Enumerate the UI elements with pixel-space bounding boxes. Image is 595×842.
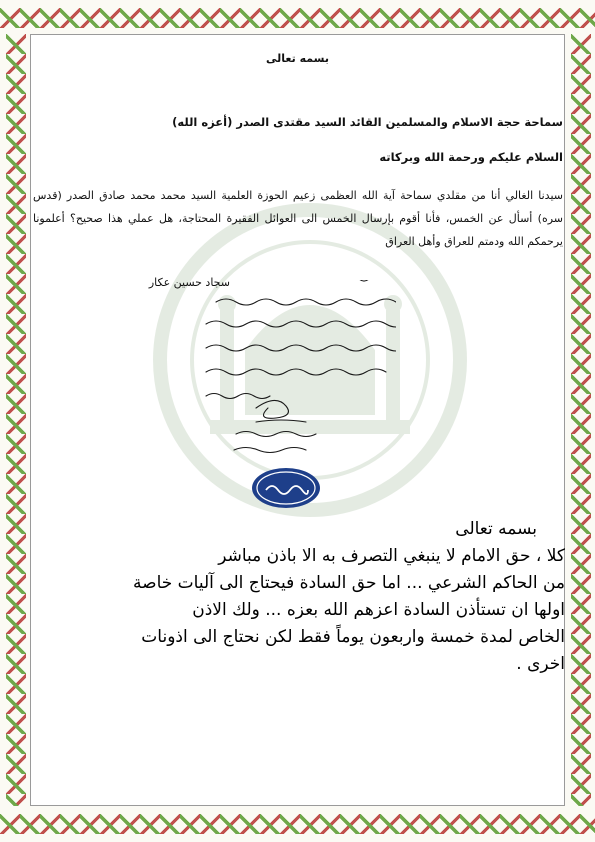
answer-body	[25, 543, 565, 678]
decorative-border-right	[565, 34, 595, 806]
answer-line: الخاص لمدة خمسة واربعون يوماً فقط لكن نحتاج الى اذونات	[141, 627, 565, 647]
letter-addressee: سماحة حجة الاسلام والمسلمين القائد السيد مقتدى الصدر (أعزه الله)	[172, 115, 563, 129]
letter-greeting: السلام عليكم ورحمة الله وبركاته	[379, 150, 563, 164]
decorative-border-bottom	[0, 806, 595, 842]
header-basmala: بسمه تعالى	[266, 52, 329, 65]
answer-line: من الحاكم الشرعي ... اما حق السادة فيحتاج الى آليات خاصة	[133, 573, 565, 593]
answer-basmala: بسمه تعالى	[455, 519, 537, 539]
decorative-border-top	[0, 0, 595, 34]
answer-line: اخرى .	[516, 654, 565, 674]
signer-name: سجاد حسين عكار	[148, 276, 230, 289]
letter-question: سيدنا الغالي أنا من مقلدي سماحة آية الله العظمى زعيم الحوزة العلمية السيد محمد محمد صادق الصدر (قدس سره) أسأل عن الخمس، فأنا أقوم بإرسال الخمس الى العوائل الفقيرة المحتاجة، هل عملي هذا صحيح؟ أعلمونا يرحمكم الله ودمتم للعراق وأهل العراق	[33, 189, 563, 248]
answer-line: كلا ، حق الامام لا ينبغي التصرف به الا باذن مباشر	[218, 546, 565, 566]
decorative-border-left	[0, 34, 30, 806]
round-seal-stamp-icon	[250, 466, 322, 510]
answer-line: اولها ان تستأذن السادة اعزهم الله بعزه ... ولك الاذن	[192, 600, 565, 620]
